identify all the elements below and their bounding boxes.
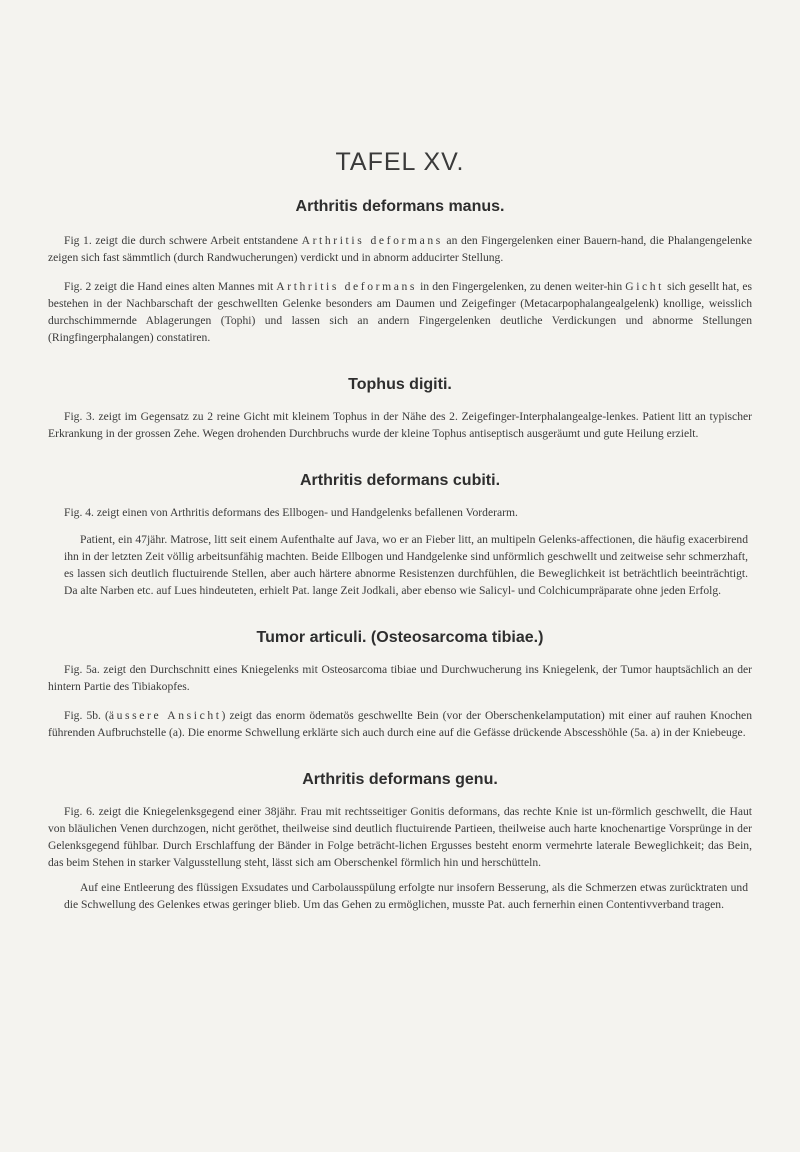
- paragraph-fig2: [48, 278, 752, 346]
- paragraph-fig1: [48, 232, 752, 266]
- paragraph-fig5a: Fig. 5a. zeigt den Durchschnitt eines Kniegelenks mit Osteosarcoma tibiae und Durchwucherung ins Kniegelenk, der Tumor hauptsächlich an der hintern Partie des Tibiakopfes.: [48, 663, 752, 693]
- heading-arthritis-cubiti: Arthritis deformans cubiti.: [299, 472, 501, 489]
- paragraph-fig4: Fig. 4. zeigt einen von Arthritis deformans des Ellbogen- und Handgelenks befallenen Vorderarm.: [64, 506, 518, 519]
- paragraph-fig3: Fig. 3. zeigt im Gegensatz zu 2 reine Gicht mit kleinem Tophus in der Nähe des 2. Zeigefinger-Interphalangealge-lenkes. Patient litt an typischer Erkrankung in der grossen Zehe. Wegen drohenden Durchbruchs wurde der kleine Tophus antiseptisch ausgeräumt und gute Heilung erzielt.: [48, 410, 752, 440]
- text-run: ) zeigt das enorm ödematös geschwellte Bein (vor der Oberschenkelamputation) mit einer auf rauhen Knochen führenden Aufbruchstelle (a). Die enorme Schwellung erklärte sich auch durch eine auf die Gefässe drückende Abscesshöhle (5a. a) in der Kniebeuge.: [48, 709, 753, 739]
- emphasis-spaced: Arthritis deformans: [301, 234, 443, 247]
- text-run: Fig. 5b. (: [64, 709, 109, 722]
- text-run: in den Fingergelenken, zu denen weiter-hin: [417, 280, 626, 293]
- plate-text: [48, 198, 752, 913]
- text-run: Fig. 2 zeigt die Hand eines alten Mannes mit: [64, 280, 277, 293]
- paragraph-fig5b: [48, 707, 752, 741]
- emphasis-spaced: äussere Ansicht: [108, 709, 222, 722]
- text-run: Fig 1. zeigt die durch schwere Arbeit entstandene: [64, 234, 302, 247]
- heading-tumor-articuli: Tumor articuli. (Osteosarcoma tibiae.): [256, 629, 544, 646]
- heading-arthritis-manus: Arthritis deformans manus.: [295, 198, 505, 215]
- text-run: sich gesellt hat, es bestehen in der Nachbarschaft der geschwellten Gelenke besonders am Daumen und Zeigefinger (Metacarpophalangealgelenk) knollige, weisslich durchschimmernde Ablagerungen (Tophi) und lassen sich an andern Fingergelenken deutliche Verdickungen und abnorme Stellungen (Ringfingerphalangen) constatiren.: [48, 280, 752, 344]
- paragraph-fig6: Fig. 6. zeigt die Kniegelenksgegend einer 38jähr. Frau mit rechtsseitiger Gonitis deformans, das rechte Knie ist un-förmlich geschwellt, die Haut von bläulichen Venen durchzogen, nicht geröthet, theilweise sind deutlich fluctuirende Partieen, theilweise auch harte knochenartige Vorsprünge in der Gelenksgegend fühlbar. Durch Erschlaffung der Bänder in Folge beträcht-lichen Ergusses besteht enorm vermehrte laterale Beweglichkeit; das Bein, das beim Stehen in starker Valgusstellung steht, lässt sich am Oberschenkel förmlich hin und herschütteln.: [48, 805, 752, 869]
- emphasis-spaced: Arthritis deformans: [276, 280, 417, 293]
- heading-arthritis-genu: Arthritis deformans genu.: [302, 771, 498, 788]
- text-run: an den Fingergelenken einer Bauern-hand, die Phalangengelenke zeigen sich fast sämmtlich (durch Randwucherungen) verdickt und in abnorm adducirter Stellung.: [48, 234, 752, 264]
- plate-title: TAFEL XV.: [335, 148, 465, 176]
- emphasis-spaced: Gicht: [625, 280, 664, 293]
- heading-tophus-digiti: Tophus digiti.: [348, 376, 452, 393]
- paragraph-fig6-treatment: Auf eine Entleerung des flüssigen Exsudates und Carbolausspülung erfolgte nur insofern Besserung, als die Schmerzen etwas zurücktraten und die Schwellung des Gelenkes etwas geringer blieb. Um das Gehen zu ermöglichen, musste Pat. auch fernerhin einen Contentivverband tragen.: [64, 881, 748, 911]
- paragraph-fig4-patient: Patient, ein 47jähr. Matrose, litt seit einem Aufenthalte auf Java, wo er an Fieber litt, an multipeln Gelenks-affectionen, die häufig exacerbirend ihn in der letzten Zeit völlig arbeitsunfähig machten. Beide Ellbogen und Handgelenke sind unförmlich geschwellt und zeitweise sehr schmerzhaft, es lassen sich deutlich fluctuirende Stellen, aber auch härtere abnorme Resistenzen durchfühlen, die Beweglichkeit ist beträchtlich beeinträchtigt. Da alte Narben etc. auf Lues hindeuteten, erhielt Pat. lange Zeit Jodkali, aber ebenso wie Salicyl- und Colchicumpräparate ohne jeden Erfolg.: [64, 533, 748, 597]
